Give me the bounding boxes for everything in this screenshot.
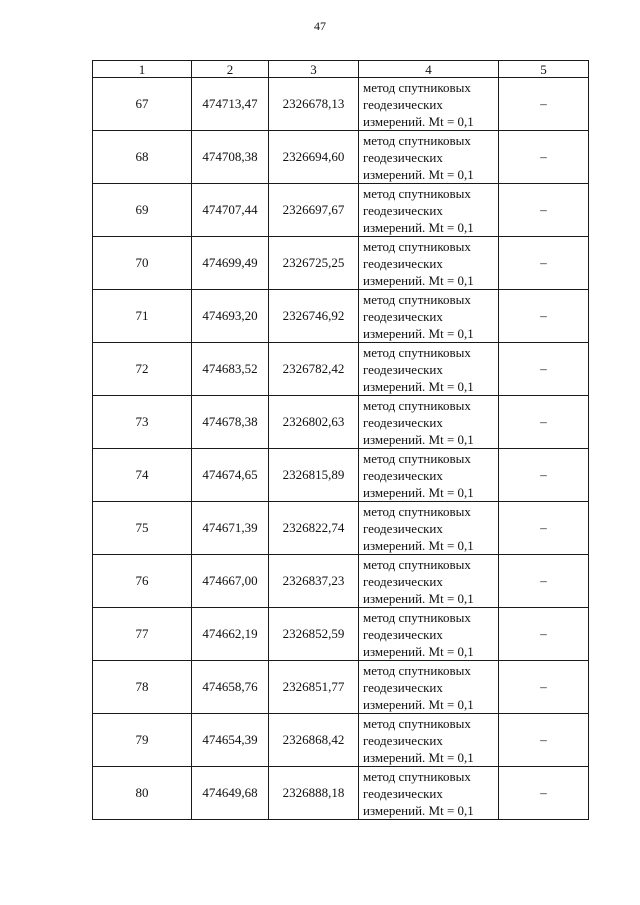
method-line-1: метод спутниковых [363,132,471,148]
method-line-1: метод спутниковых [363,715,471,731]
method-cell [359,714,499,767]
header-col-3: 3 [269,61,359,78]
method-cell [359,449,499,502]
note-cell: – [499,502,589,555]
header-col-1: 1 [93,61,192,78]
method-line-2: геодезических [363,308,443,324]
y-coordinate-cell: 2326888,18 [269,767,359,820]
note-cell: – [499,449,589,502]
note-cell: – [499,661,589,714]
method-line-3: измерений. Mt = 0,1 [363,590,474,606]
note-cell: – [499,396,589,449]
method-line-2: геодезических [363,96,443,112]
header-col-2: 2 [192,61,269,78]
method-line-3: измерений. Mt = 0,1 [363,113,474,129]
x-coordinate-cell: 474654,39 [192,714,269,767]
y-coordinate-cell: 2326725,25 [269,237,359,290]
x-coordinate-cell: 474671,39 [192,502,269,555]
point-number-cell: 69 [93,184,192,237]
table-row [93,661,589,714]
method-cell [359,78,499,131]
table-row [93,237,589,290]
method-line-2: геодезических [363,732,443,748]
table-row [93,396,589,449]
method-cell [359,237,499,290]
note-cell: – [499,343,589,396]
method-line-1: метод спутниковых [363,238,471,254]
x-coordinate-cell: 474667,00 [192,555,269,608]
x-coordinate-cell: 474649,68 [192,767,269,820]
table-row [93,767,589,820]
method-line-3: измерений. Mt = 0,1 [363,696,474,712]
table-row [93,449,589,502]
method-line-3: измерений. Mt = 0,1 [363,378,474,394]
table-row [93,78,589,131]
method-line-2: геодезических [363,149,443,165]
table-row [93,555,589,608]
method-line-2: геодезических [363,679,443,695]
method-line-1: метод спутниковых [363,450,471,466]
point-number-cell: 68 [93,131,192,184]
note-cell: – [499,767,589,820]
method-cell [359,184,499,237]
y-coordinate-cell: 2326697,67 [269,184,359,237]
table-body [93,78,589,820]
method-cell [359,661,499,714]
x-coordinate-cell: 474662,19 [192,608,269,661]
method-line-1: метод спутниковых [363,556,471,572]
method-cell [359,343,499,396]
x-coordinate-cell: 474693,20 [192,290,269,343]
note-cell: – [499,608,589,661]
y-coordinate-cell: 2326851,77 [269,661,359,714]
point-number-cell: 72 [93,343,192,396]
method-line-3: измерений. Mt = 0,1 [363,749,474,765]
x-coordinate-cell: 474658,76 [192,661,269,714]
table-row [93,343,589,396]
coordinates-table [92,60,589,820]
note-cell: – [499,714,589,767]
note-cell: – [499,131,589,184]
header-col-5: 5 [499,61,589,78]
method-line-3: измерений. Mt = 0,1 [363,537,474,553]
x-coordinate-cell: 474699,49 [192,237,269,290]
table-row [93,290,589,343]
y-coordinate-cell: 2326678,13 [269,78,359,131]
table-row [93,131,589,184]
y-coordinate-cell: 2326868,42 [269,714,359,767]
method-cell [359,608,499,661]
method-line-1: метод спутниковых [363,344,471,360]
method-cell [359,502,499,555]
header-row [93,61,589,78]
method-line-2: геодезических [363,626,443,642]
y-coordinate-cell: 2326802,63 [269,396,359,449]
page-number: 47 [314,19,326,33]
x-coordinate-cell: 474678,38 [192,396,269,449]
method-line-2: геодезических [363,785,443,801]
point-number-cell: 75 [93,502,192,555]
method-cell [359,767,499,820]
note-cell: – [499,237,589,290]
method-line-3: измерений. Mt = 0,1 [363,802,474,818]
table-row [93,184,589,237]
method-line-2: геодезических [363,202,443,218]
x-coordinate-cell: 474683,52 [192,343,269,396]
method-line-2: геодезических [363,255,443,271]
point-number-cell: 76 [93,555,192,608]
method-line-2: геодезических [363,573,443,589]
y-coordinate-cell: 2326815,89 [269,449,359,502]
note-cell: – [499,290,589,343]
note-cell: – [499,78,589,131]
note-cell: – [499,555,589,608]
method-line-1: метод спутниковых [363,503,471,519]
method-line-2: геодезических [363,520,443,536]
point-number-cell: 79 [93,714,192,767]
x-coordinate-cell: 474713,47 [192,78,269,131]
x-coordinate-cell: 474707,44 [192,184,269,237]
point-number-cell: 77 [93,608,192,661]
method-line-1: метод спутниковых [363,79,471,95]
point-number-cell: 80 [93,767,192,820]
method-line-3: измерений. Mt = 0,1 [363,431,474,447]
y-coordinate-cell: 2326822,74 [269,502,359,555]
point-number-cell: 78 [93,661,192,714]
method-line-1: метод спутниковых [363,768,471,784]
method-line-2: геодезических [363,467,443,483]
point-number-cell: 67 [93,78,192,131]
y-coordinate-cell: 2326782,42 [269,343,359,396]
method-line-3: измерений. Mt = 0,1 [363,272,474,288]
point-number-cell: 71 [93,290,192,343]
method-line-3: измерений. Mt = 0,1 [363,484,474,500]
y-coordinate-cell: 2326746,92 [269,290,359,343]
x-coordinate-cell: 474708,38 [192,131,269,184]
y-coordinate-cell: 2326852,59 [269,608,359,661]
method-cell [359,131,499,184]
method-cell [359,290,499,343]
method-line-3: измерений. Mt = 0,1 [363,166,474,182]
point-number-cell: 70 [93,237,192,290]
table-row [93,502,589,555]
method-cell [359,555,499,608]
point-number-cell: 73 [93,396,192,449]
method-cell [359,396,499,449]
method-line-1: метод спутниковых [363,609,471,625]
method-line-1: метод спутниковых [363,397,471,413]
y-coordinate-cell: 2326694,60 [269,131,359,184]
method-line-2: геодезических [363,414,443,430]
method-line-2: геодезических [363,361,443,377]
y-coordinate-cell: 2326837,23 [269,555,359,608]
point-number-cell: 74 [93,449,192,502]
method-line-1: метод спутниковых [363,662,471,678]
method-line-3: измерений. Mt = 0,1 [363,325,474,341]
method-line-1: метод спутниковых [363,185,471,201]
table-row [93,608,589,661]
header-col-4: 4 [359,61,499,78]
method-line-3: измерений. Mt = 0,1 [363,219,474,235]
method-line-3: измерений. Mt = 0,1 [363,643,474,659]
table-row [93,714,589,767]
note-cell: – [499,184,589,237]
x-coordinate-cell: 474674,65 [192,449,269,502]
method-line-1: метод спутниковых [363,291,471,307]
